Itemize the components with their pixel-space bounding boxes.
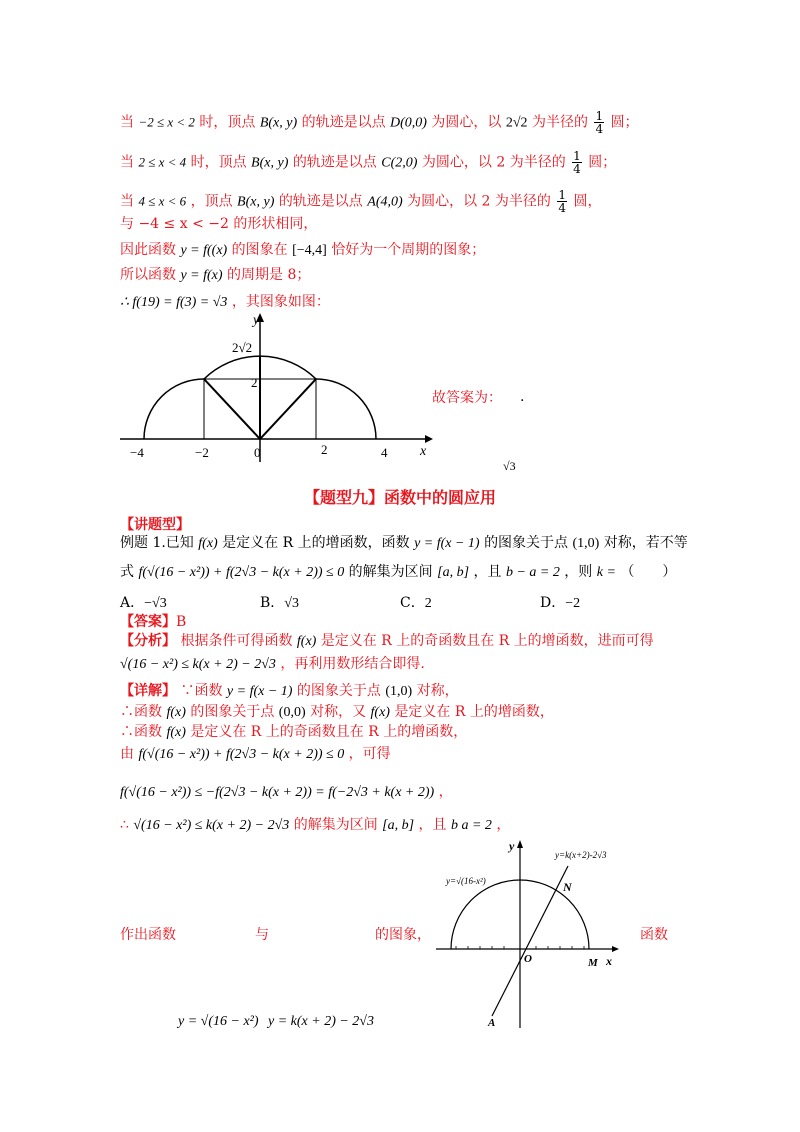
x-axis-label: x xyxy=(606,954,612,968)
function-semicircle: y = √(16 − x²) xyxy=(178,1014,259,1029)
line-case-3: 当 4 ≤ x < 6 ，顶点 B(x, y) 的轨迹是以点 A(4,0) 为圆心，以 2 为半径的 $\frac{1}{4}$ 圆， xyxy=(120,188,602,215)
x-tick-0: 0 xyxy=(254,445,261,460)
point-N: N xyxy=(563,880,572,894)
x-tick-neg2: −2 xyxy=(195,445,209,460)
option-d[interactable]: D．−2 xyxy=(540,595,581,611)
fraction-one-quarter: $\frac{1}{4}$ xyxy=(595,109,604,136)
line-case-2: 当 2 ≤ x < 4 时，顶点 B(x, y) 的轨迹是以点 C(2,0) 为圆心，以 2 为半径的 $\frac{1}{4}$ 圆； xyxy=(120,149,617,176)
axes xyxy=(120,320,425,462)
line-label: y=k(x+2)-2√3 xyxy=(555,850,607,860)
answer-line: 【答案】B xyxy=(120,614,187,630)
detail-line-5: f(√(16 − x²)) ≤ −f(2√3 − k(x + 2)) = f(−2√3 + k(x + 2)) ， xyxy=(120,784,453,800)
x-tick-2: 2 xyxy=(321,442,328,457)
detail-line-6: ∴ √(16 − x²) ≤ k(x + 2) − 2√3 的解集为区间 [a, b] ，且 b a = 2 ， xyxy=(120,817,511,833)
line-through-A-N xyxy=(492,866,568,1016)
figure-semicircle-line xyxy=(430,838,630,1033)
analysis-line-2: √(16 − x²) ≤ k(x + 2) − 2√3 ，再利用数形结合即得. xyxy=(120,656,425,672)
options-row xyxy=(120,592,640,612)
y-tick-2sqrt2: 2√2 xyxy=(232,340,253,355)
arc-right xyxy=(316,379,376,439)
y-axis-label: y xyxy=(509,839,515,853)
option-b[interactable]: B．√3 xyxy=(260,595,299,611)
tag-lecture: 【讲题型】 xyxy=(120,517,190,533)
x-axis-arrow xyxy=(612,946,619,952)
x-axis-label: x xyxy=(420,444,427,459)
line-period-graph: 因此函数 y = f((x) 的图象在 [−4,4] 恰好为一个周期的图象； xyxy=(120,242,486,258)
detail-line-1: 【详解】 ∵函数 y = f(x − 1) 的图象关于点 (1,0) 对称， xyxy=(120,683,459,699)
x-tick-neg4: −4 xyxy=(130,445,144,460)
detail-line-2: ∴函数 f(x) 的图象关于点 (0,0) 对称，又 f(x) 是定义在 R 上的增函数， xyxy=(120,704,554,720)
detail-line-3: ∴函数 f(x) 是定义在 R 上的奇函数且在 R 上的增函数， xyxy=(120,724,468,740)
y-tick-2: 2 xyxy=(251,375,258,390)
option-c[interactable]: C．2 xyxy=(400,595,432,611)
y-axis-label: y xyxy=(253,313,260,328)
point-O: O xyxy=(524,953,532,965)
question-line-1: 例题 1.已知 f(x) 是定义在 R 上的增函数，函数 y = f(x − 1) 的图象关于点 (1,0) 对称，若不等 xyxy=(120,535,688,551)
x-tick-4: 4 xyxy=(381,445,388,460)
line-case-1: 当 −2 ≤ x < 2 时，顶点 B(x, y) 的轨迹是以点 D(0,0) 为圆心，以 2√2 为半径的 $\frac{1}{4}$ 圆； xyxy=(120,109,639,136)
analysis-line-1: 【分析】 根据条件可得函数 f(x) 是定义在 R 上的奇函数且在 R 上的增函数，进而可得 xyxy=(120,633,654,649)
line-same-shape: 与 −4 ≤ x < −2 的形状相同， xyxy=(120,216,318,232)
function-line: y = k(x + 2) − 2√3 xyxy=(268,1014,374,1029)
fraction-one-quarter: $\frac{1}{4}$ xyxy=(573,149,581,176)
arc-left xyxy=(144,379,204,439)
detail-line-7-d: 函数 xyxy=(640,927,668,943)
point-A: A xyxy=(488,1017,496,1029)
section-title: 【题型九】函数中的圆应用 xyxy=(303,488,496,507)
question-line-2: 式 f(√(16 − x²)) + f(2√3 − k(x + 2)) ≤ 0 的解集为区间 [a, b] ，且 b − a = 2 ，则 k = （ ） xyxy=(120,564,677,580)
point-M: M xyxy=(588,957,598,969)
x-axis-arrow xyxy=(425,435,433,443)
answer-label: 故答案为： xyxy=(432,390,502,406)
line-f19: ∴ f(19) = f(3) = √3 ，其图象如图： xyxy=(120,294,330,310)
answer-value: √3 xyxy=(503,459,516,473)
detail-line-4: 由 f(√(16 − x²)) + f(2√3 − k(x + 2)) ≤ 0 ，可得 xyxy=(120,746,391,762)
line-period: 所以函数 y = f(x) 的周期是 8； xyxy=(120,267,311,283)
figure-periodic-arcs xyxy=(115,312,435,462)
detail-line-7-a: 作出函数 xyxy=(120,927,176,943)
option-a[interactable]: A．−√3 xyxy=(120,595,167,611)
detail-line-7-c: 的图象， xyxy=(375,927,431,943)
detail-line-7-b: 与 xyxy=(255,927,269,943)
semicircle-label: y=√(16-x²) xyxy=(446,876,486,886)
answer-dot: . xyxy=(520,389,525,405)
y-axis-arrow xyxy=(517,840,523,848)
fraction-one-quarter: $\frac{1}{4}$ xyxy=(558,188,567,215)
